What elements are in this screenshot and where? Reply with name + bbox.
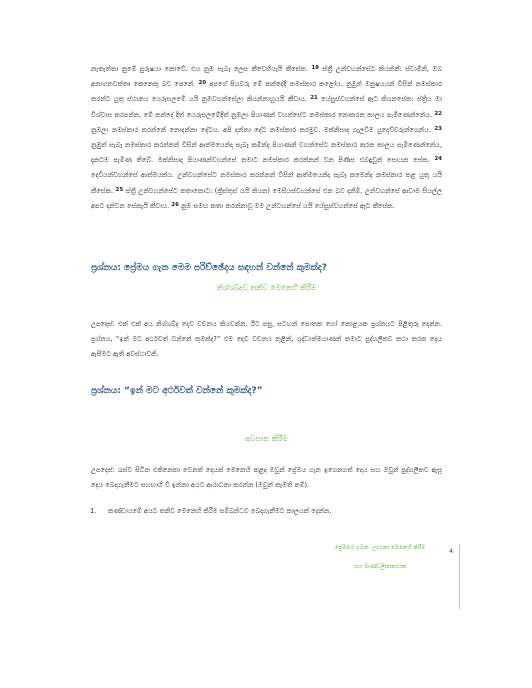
page-number: 4 [449, 547, 454, 555]
footer-title: ප්‍රේමයේ ගමන: උදයනා මෙනෙහි කිරීම [334, 545, 426, 551]
paragraph-text: ස්ත්‍රී උන්වහන්සේට කියන්නී: ස්වාමීනි, ඔබ අනාගතවක්තෘ කෙනෙකු බව පෙනේ. [91, 65, 442, 89]
section-heading-closing: අවසාන කිරීම [245, 434, 288, 443]
verse-number: 23 [434, 125, 442, 132]
footer-subtitle: සහ මාණ්ඩලිකානායක [353, 564, 407, 570]
closing-instructions-paragraph [91, 463, 442, 493]
verse-number: 21 [310, 95, 318, 102]
verse-number: 25 [115, 186, 124, 193]
scripture-paragraph [91, 62, 442, 214]
paragraph-text: උපදෙස්: එක් එක් අය නිශ්ශබ්ද දෙව වචනය කියවන්න. ඊට පසු, සටහන් පොතක හෝ කොළයක ප්‍රශ්නයට පිළිතුරු දෙන්න. ප්‍රශ්නය, “ඉන් මට අර්ථවත් වන්නේ කුමක්ද?” එම දෙව වචනය තුළින්, ශුද්ධාත්මයාණන් තමාට පුද්ගලිකව කථා කරන දෙය ඇසීමට ඇති අවස්ථාවකි. [91, 320, 442, 359]
verse-number: 20 [198, 80, 207, 87]
question-heading: ප්‍රශ්නය: ප්‍රේමය ගැන මෙම පරිච්ඡේදය සඳහන් වන්නේ කුමක්ද? [91, 263, 327, 273]
list-item-text: කණ්ඩායමේ අයට තනිව මෙනෙහි කිරීම සම්බන්ධව බෙදාගැනීමට කාලයක් දෙන්න. [108, 507, 332, 515]
paragraph-text: නුඹුත් සැබෑ නමස්කාර කරන්නන් විසින් ආත්මයෙන්ද සැබෑ කමින්ද පියාණන් වහන්සේට නමස්කාර කරන කාලය පැමිණෙන්නේය, දැනටම පැමිණ තිබේ. මක්නිසාද පියාණන්වහන්සේ තමාට නමස්කාර කරන්නන් වන පිණිස එබඳුවුන් සොයන සේක. [91, 141, 442, 165]
paragraph-text: නුඹ සමඟ කතා කරන්නාවූ මම උන්වහන්සේ යයි යේසුස්වහන්සේ ඈට කීසේක. [178, 201, 395, 210]
paragraph-text: දෙවියන්වහන්සේ ආත්මයක්ය. උන්වහන්සේට නමස්කාර කරන්නන් විසින් ආත්මයෙන්ද සැබෑ කමෙන්ද නමස්කාර කළ යුතු යයි කීසේක. [91, 171, 442, 195]
paragraph-text: නුඹලා නමස්කාර කරන්නේ නොදන්නා දේටය. අපි දන්නා දේට නමස්කාර කරමුව. මක්නිසාද ගැලවීම යුදෙව්වරුන්ගෙන්ය. [91, 125, 435, 134]
verse-number: 24 [434, 156, 442, 163]
paragraph-text: නැතැත්තා නුඹේ පුරුෂයා නොවේ. එය නුඹ සැබෑ ලෙස කීවෙහියැයි කීසේක. [91, 65, 312, 73]
paragraph-text: අපගේ පියවරු මේ කන්දේදී නමස්කාර කළෝය. නුඹුන් මනුෂයයන් විසින් නමස්කාර කරන්ට යුතු ස්ථානය යෙරුසලමේ යයි නුඹවහන්සේලා කියන්නාහුයයි කීවාය. [91, 80, 442, 104]
paragraph-text: ස්ත්‍රී උන්වහන්සේට කතාකොට: (ක්‍රිස්තුස් යයි කියන) මෙසියස්වහන්සේ එන බව දනිමි. උන්වහන්සේ ආවාම සියල්ල අපට දන්වන සේකැයි කීවාය. [91, 186, 442, 210]
paragraph-text: උපදෙස්: රැස්ව සිටින එකිනෙකා වෙනත් දෙයක් මෙනෙහි කළද ඔවුන් ප්‍රේමය ගැන ඉගෙනගත් දෙය සහ ඔවුන් පුද්ගලිකව ඇසූ දෙය බෙදාගැනීමට සහභාගි වී ඉන්නා අයට ආරාධනා කරන්න (ඔවුන් කැමති නම්). [91, 466, 442, 490]
footer-divider [459, 545, 460, 609]
verse-number: 22 [434, 110, 442, 117]
verse-number: 26 [171, 201, 179, 208]
question-heading: ප්‍රශ්නය: “ඉන් මට අර්ථවත් වන්නේ කුමක්ද?” [91, 386, 263, 396]
instructions-paragraph [91, 317, 442, 363]
paragraph-text: යේසුස්වහන්සේ ඈට කියනසේක: ස්ත්‍රිය මා විශ්වාස කරපන්න, මේ කන්දේ දීත් යෙරුසලමේදීත් නුඹලා පියාණන් වහන්සේට නමස්කාර නොකරන කාලය පැමිණෙන්නේය. [91, 95, 442, 119]
section-heading-silent-meditation: නිශ්ශබ්දව තනිව මෙනෙහි කිරීම [216, 283, 317, 292]
list-item [90, 505, 438, 517]
list-item-number: 1. [90, 507, 97, 515]
verse-number: 19 [311, 65, 319, 71]
